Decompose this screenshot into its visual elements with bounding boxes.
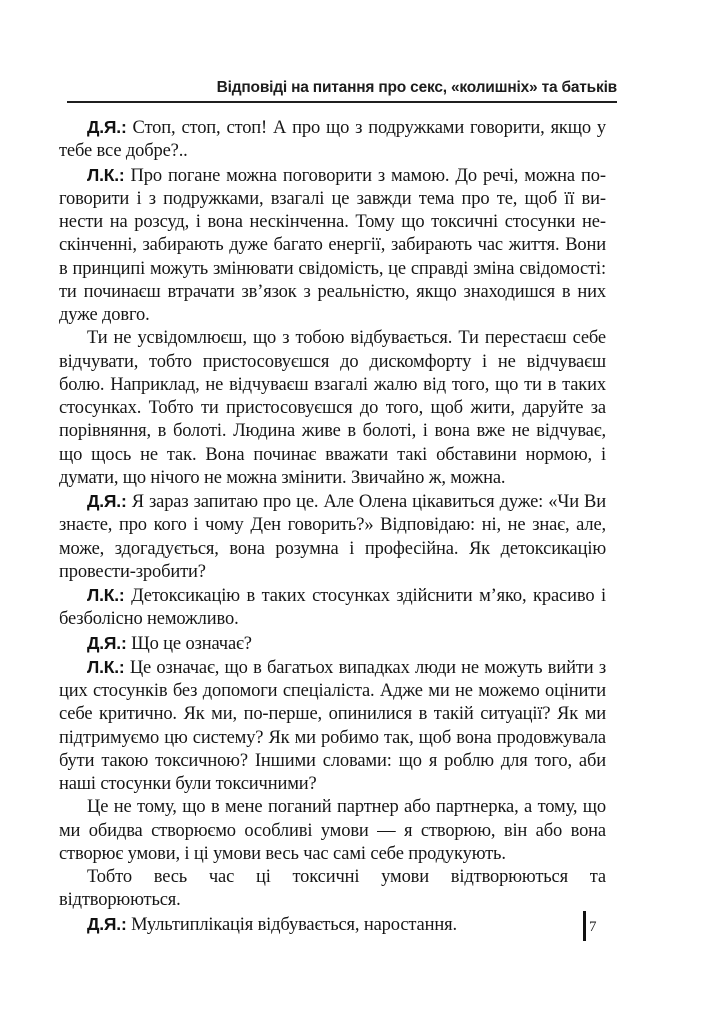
dialogue-body (59, 116, 606, 937)
speaker-label: Д.Я.: (87, 632, 127, 653)
speaker-label: Д.Я.: (87, 491, 127, 511)
dialogue-paragraph (59, 866, 606, 913)
running-title: Відповіді на питання про секс, «колишніх» та батьків (216, 79, 617, 96)
folio-divider (583, 911, 586, 941)
page-number: 7 (589, 919, 597, 935)
speaker-label: Д.Я.: (87, 913, 127, 934)
paragraph-text: Що це означає? (131, 633, 252, 654)
paragraph-text: Ти не усвідомлюєш, що з тобою відбувається. Ти перестаєш себе відчувати, тобто пристосовуєшся до дискомфорту і не відчуваєш болю. Наприклад, не відчуваєш взагалі жалю від того, що ти в таких стосунках. Тобто ти пристосовуєшся до того, щоб жити, даруйте за порівняння, в болоті. Людина живе в болоті, і вона вже не відчуває, що щось не так. Вона починає вважати такі обставини нормою, і думати, що нічого не можна змінити. Звичайно ж, можна. (59, 328, 606, 488)
dialogue-paragraph (59, 490, 606, 584)
paragraph-text: Стоп, стоп, стоп! А про що з подружками говорити, якщо у тебе все добре?.. (59, 118, 606, 162)
paragraph-text: Тобто весь час ці токсичні умови відтворюються та відтворюються. (59, 867, 606, 911)
dialogue-paragraph (59, 796, 606, 866)
speaker-label: Л.К.: (87, 656, 125, 677)
dialogue-paragraph (59, 584, 606, 632)
paragraph-text: Це означає, що в багатьох випадках люди не можуть вийти з цих стосунків без допомоги спеціаліста. Адже ми не можемо оцінити себе критично. Як ми, по-перше, опинилися в такій ситуації? Як ми підтримуємо цю систему? Як ми робимо так, щоб вона продовжувала бути такою токсичною? Іншими словами: що я роблю для того, аби наші стосунки були токсичними? (59, 657, 607, 794)
speaker-label: Л.К.: (87, 164, 125, 185)
paragraph-text: Детоксикацію в таких стосунках здійснити м’яко, красиво і безболісно неможливо. (59, 586, 606, 630)
speaker-label: Л.К.: (87, 585, 125, 605)
paragraph-text: Мультиплікація відбувається, наростання. (131, 914, 457, 935)
dialogue-paragraph (59, 164, 606, 328)
paragraph-text: Це не тому, що в мене поганий партнер або партнерка, а тому, що ми обидва створюємо особливі умови — я створюю, він або вона створює умови, і ці умови весь час самі себе продукують. (59, 797, 606, 864)
dialogue-paragraph (59, 632, 606, 656)
dialogue-paragraph (59, 116, 606, 164)
speaker-label: Д.Я.: (87, 117, 127, 137)
dialogue-paragraph (59, 913, 606, 937)
paragraph-text: Я зараз запитаю про це. Але Олена цікавиться дуже: «Чи Ви знаєте, про кого і чому Ден говорить?» Відповідаю: ні, не знає, але, може, здогадується, вона розумна і професійна. Як детоксикацію провести-зробити? (59, 492, 606, 582)
header-rule (67, 101, 617, 103)
dialogue-paragraph (59, 656, 606, 797)
dialogue-paragraph (59, 327, 606, 490)
paragraph-text: Про погане можна поговорити з мамою. До речі, можна поговорити і з подружками, взагалі це завжди тема про те, щоб її винести на розсуд, і вона нескінченна. Тому що токсичні стосунки нескінченні, забирають дуже багато енергії, забирають час життя. Вони в принципі можуть змінювати свідомість, це справді зміна свідомості: ти починаєш втрачати зв’язок з реальністю, якщо знаходишся в них дуже довго. (59, 165, 606, 325)
